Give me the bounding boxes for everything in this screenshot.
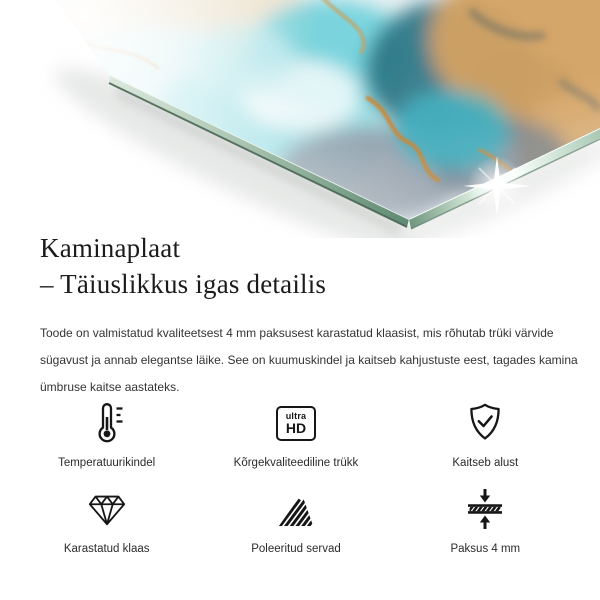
feature-label: Temperatuurikindel xyxy=(58,457,156,469)
thermometer-icon xyxy=(85,398,129,448)
feature-item-temperature xyxy=(12,398,201,470)
feature-item-tempered-glass xyxy=(12,484,201,556)
polished-edges-icon xyxy=(275,484,317,534)
ultra-hd-badge-top: ultra xyxy=(285,410,307,421)
product-description: Toode on valmistatud kvaliteetsest 4 mm paksusest karastatud klaasist, mis rõhutab trüki värvide sügavust ja annab elegantse läike. See on kuumuskindel ja kaitseb kahjustuste eest, tagades kamina ümbruse kaitse aastateks. xyxy=(40,326,578,394)
glass-panel-illustration xyxy=(0,0,600,238)
feature-label: Kõrgekvaliteediline trükk xyxy=(233,457,359,469)
diamond-icon xyxy=(86,484,128,534)
feature-item-polished-edges xyxy=(201,484,390,556)
feature-label: Kaitseb alust xyxy=(452,457,519,469)
product-hero-photo xyxy=(0,0,600,238)
ultra-hd-badge-bottom: HD xyxy=(285,419,307,436)
page-title xyxy=(40,230,326,302)
features-grid xyxy=(12,398,580,556)
shield-check-icon xyxy=(463,398,507,448)
page-title-line2: – Täiuslikkus igas detailis xyxy=(40,269,327,299)
feature-label: Karastatud klaas xyxy=(63,543,150,555)
feature-item-thickness xyxy=(391,484,580,556)
feature-label: Poleeritud servad xyxy=(251,543,341,555)
feature-item-protects-base xyxy=(391,398,580,470)
thickness-4mm-icon xyxy=(463,484,507,534)
feature-item-print-quality xyxy=(201,398,390,470)
ultra-hd-print-icon xyxy=(276,398,316,448)
feature-label: Paksus 4 mm xyxy=(450,543,521,555)
page-title-line1: Kaminaplaat xyxy=(40,233,181,263)
